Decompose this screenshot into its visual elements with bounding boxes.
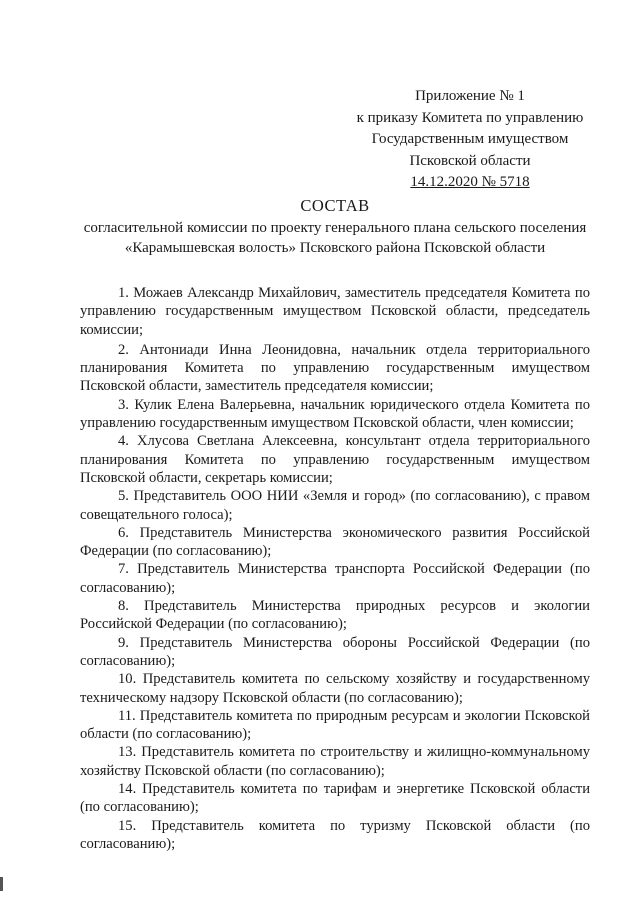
- appendix-date-number: 14.12.2020 № 5718: [410, 174, 530, 190]
- list-item: 8. Представитель Министерства природных ресурсов и экологии Российской Федерации (по согласованию);: [80, 598, 590, 633]
- appendix-committee: Государственным имуществом: [371, 131, 569, 147]
- list-item: 6. Представитель Министерства экономического развития Российской Федерации (по согласованию);: [80, 524, 590, 560]
- document-title: СОСТАВ: [300, 196, 370, 215]
- list-item: 1. Можаев Александр Михайлович, заместитель председателя Комитета по управлению государственным имуществом Псковской области, председатель комиссии;: [80, 285, 590, 338]
- list-item: 4. Хлусова Светлана Алексеевна, консультант отдела территориального планирования Комитета по управлению государственным имуществом Псковской области, секретарь комиссии;: [80, 433, 590, 486]
- appendix-header: [340, 86, 600, 194]
- appendix-order-ref: к приказу Комитета по управлению: [356, 109, 584, 126]
- appendix-region: Псковской области: [409, 152, 531, 169]
- scan-edge-mark: [0, 877, 3, 891]
- list-item: 15. Представитель комитета по туризму Псковской области (по согласованию);: [80, 817, 590, 852]
- subtitle-line: согласительной комиссии по проекту генерального плана сельского поселения: [83, 220, 587, 236]
- list-item: 14. Представитель комитета по тарифам и энергетике Псковской области (по согласованию);: [80, 781, 590, 816]
- list-item: 13. Представитель комитета по строительству и жилищно-коммунальному хозяйству Псковской области (по согласованию);: [80, 744, 590, 779]
- list-item: 9. Представитель Министерства обороны Российской Федерации (по согласованию);: [80, 634, 590, 669]
- commission-member-list: [80, 284, 590, 853]
- document-subtitle: [72, 218, 598, 258]
- list-item: 3. Кулик Елена Валерьевна, начальник юридического отдела Комитета по управлению государственным имуществом Псковской области, член комиссии;: [80, 396, 590, 432]
- list-item: 11. Представитель комитета по природным ресурсам и экологии Псковской области (по согласованию);: [80, 707, 590, 743]
- list-item: 5. Представитель ООО НИИ «Земля и город» (по согласованию), с правом совещательного голоса);: [80, 488, 590, 523]
- subtitle-line: «Карамышевская волость» Псковского района Псковской области: [124, 240, 546, 256]
- appendix-number: Приложение № 1: [415, 88, 525, 104]
- list-item: 2. Антониади Инна Леонидовна, начальник отдела территориального планирования Комитета по управлению государственным имуществом Псковской области, заместитель председателя комиссии;: [80, 341, 590, 395]
- list-item: 10. Представитель комитета по сельскому хозяйству и государственному техническому надзору Псковской области (по согласованию);: [80, 671, 590, 706]
- list-item: 7. Представитель Министерства транспорта Российской Федерации (по согласованию);: [80, 561, 590, 596]
